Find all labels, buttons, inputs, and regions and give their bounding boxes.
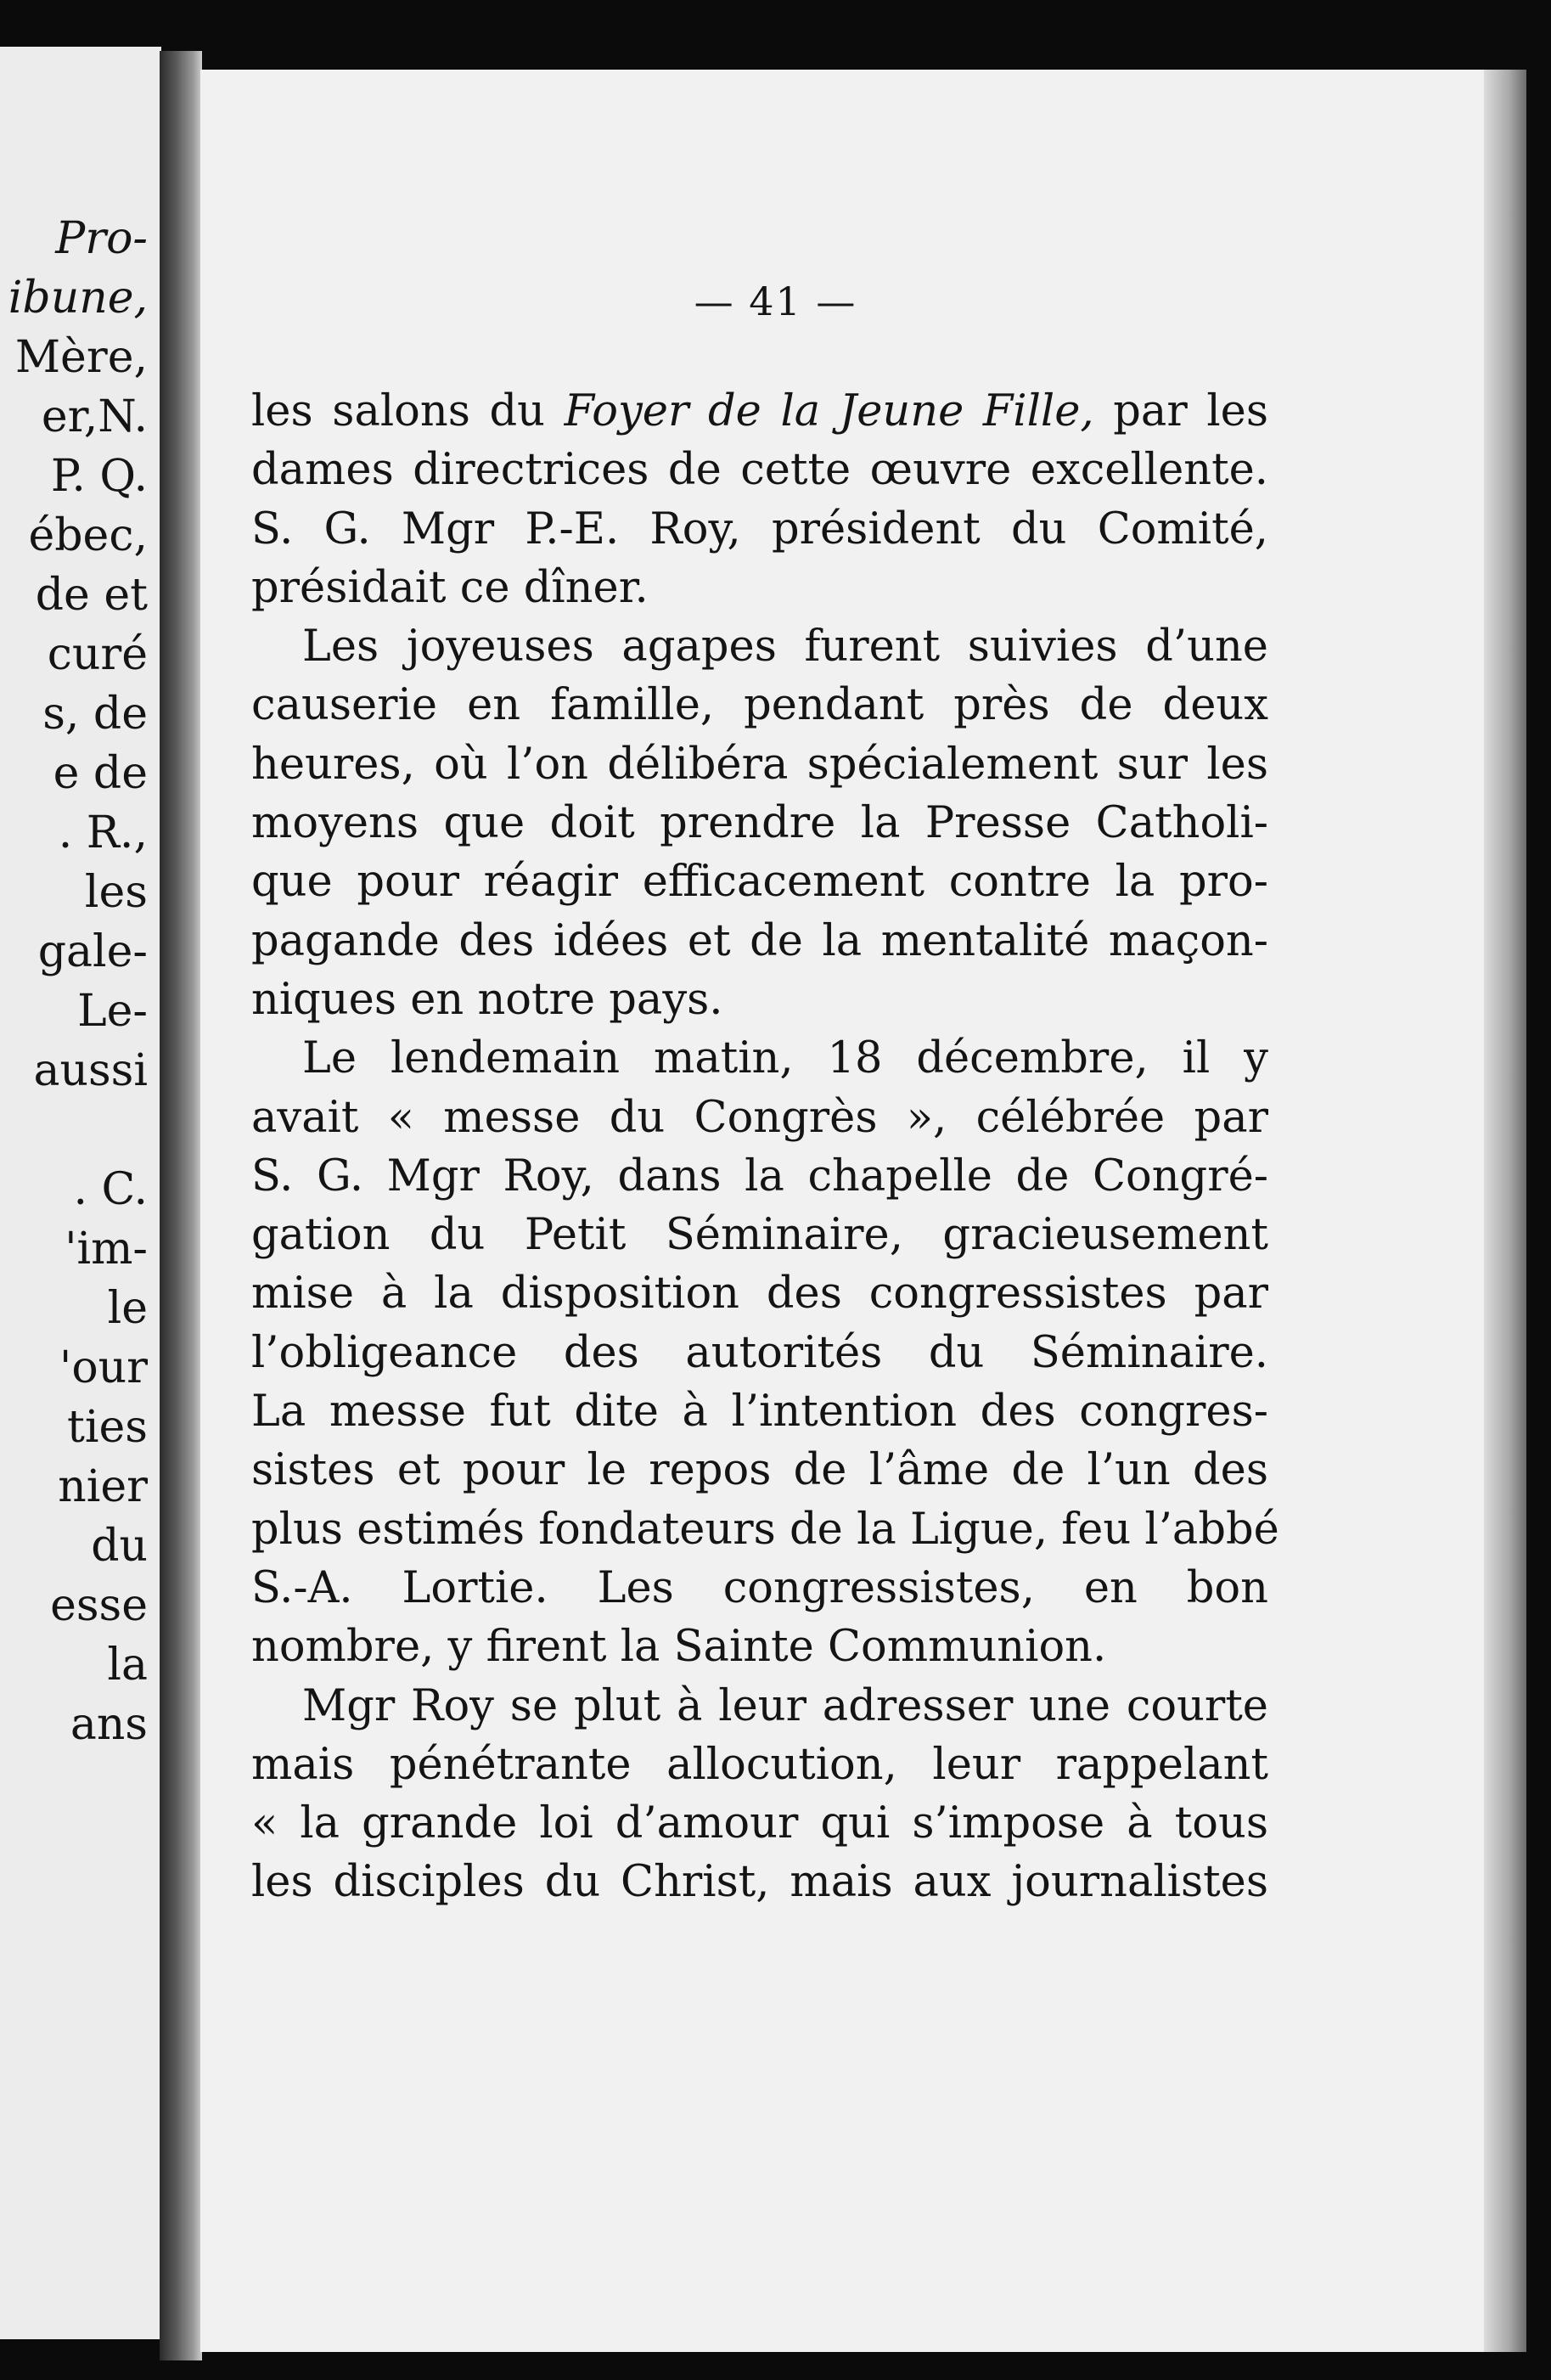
text-line: mais pénétrante allocution, leur rappelant	[251, 1739, 1268, 1790]
left-fragment-line: ibune,	[8, 273, 148, 324]
text-run: les salons du	[251, 386, 565, 436]
left-fragment-line: le	[107, 1283, 148, 1334]
text-line: présidait ce dîner.	[251, 562, 649, 613]
text-line: que pour réagir efficacement contre la pro-	[251, 857, 1268, 908]
text-line: gation du Petit Séminaire, gracieusement	[251, 1210, 1268, 1261]
text-run: par les	[1093, 386, 1269, 436]
text-line: S.-A. Lortie. Les congressistes, en bon	[251, 1562, 1268, 1613]
page-number: — 41 —	[694, 279, 857, 324]
text-line: nombre, y firent la Sainte Communion.	[251, 1622, 1107, 1673]
book-gutter	[160, 51, 202, 2360]
text-line: heures, où l’on délibéra spécialement sur les	[251, 739, 1268, 790]
left-fragment-line: e de	[53, 748, 148, 799]
text-line: avait « messe du Congrès », célébrée par	[251, 1092, 1268, 1143]
left-fragment-line: la	[107, 1640, 148, 1691]
left-fragment-line: Mère,	[14, 332, 148, 383]
left-fragment-line: de et	[35, 570, 148, 621]
text-line: sistes et pour le repos de l’âme de l’un des	[251, 1445, 1268, 1496]
left-fragment-line: Le-	[77, 986, 148, 1037]
text-line: dames directrices de cette œuvre excellente.	[251, 445, 1268, 496]
text-line: pagande des idées et de la mentalité maçon-	[251, 915, 1268, 966]
left-fragment-line: gale-	[37, 926, 148, 977]
body-text	[251, 382, 1279, 1912]
text-line: S. G. Mgr Roy, dans la chapelle de Congré-	[251, 1151, 1268, 1201]
left-fragment-line: 'our	[59, 1342, 148, 1393]
left-fragment-line: aussi	[33, 1045, 148, 1096]
italic-title: Foyer de la Jeune Fille,	[564, 386, 1094, 436]
text-line: La messe fut dite à l’intention des congres-	[251, 1387, 1268, 1438]
text-line: plus estimés fondateurs de la Ligue, feu l’abbé	[251, 1504, 1279, 1555]
text-line: moyens que doit prendre la Presse Catholi-	[251, 798, 1268, 849]
left-fragment-line: er,N.	[41, 391, 148, 442]
left-fragment-line: du	[91, 1521, 148, 1572]
left-fragment-line: ans	[70, 1699, 148, 1750]
left-page-fragment	[0, 47, 161, 2339]
left-fragment-line: . R.,	[58, 807, 148, 858]
left-fragment-line: les	[84, 867, 148, 918]
text-line: Mgr Roy se plut à leur adresser une courte	[302, 1680, 1268, 1731]
text-line: mise à la disposition des congressistes par	[251, 1269, 1268, 1319]
left-fragment-line: Pro-	[55, 213, 148, 264]
left-fragment-line: nier	[58, 1461, 148, 1512]
left-fragment-line: ties	[67, 1402, 148, 1453]
text-line: S. G. Mgr P.-E. Roy, président du Comité,	[251, 504, 1268, 554]
page-edge	[1484, 70, 1526, 2352]
text-line: Les joyeuses agapes furent suivies d’une	[302, 622, 1268, 672]
left-fragment-line: esse	[50, 1580, 148, 1631]
left-fragment-line: . C.	[73, 1164, 148, 1215]
text-line: l’obligeance des autorités du Séminaire.	[251, 1327, 1268, 1378]
text-line: les disciples du Christ, mais aux journalistes	[251, 1857, 1268, 1908]
left-fragment-line: s, de	[42, 689, 148, 740]
text-line: niques en notre pays.	[251, 974, 723, 1025]
left-fragment-line: curé	[47, 629, 148, 680]
left-fragment-line: 'im-	[65, 1224, 148, 1274]
text-line	[251, 382, 1268, 441]
left-fragment-line: P. Q.	[50, 451, 148, 502]
text-line: causerie en famille, pendant près de deux	[251, 680, 1268, 731]
text-line: « la grande loi d’amour qui s’impose à tous	[251, 1798, 1268, 1849]
left-fragment-line: ébec,	[28, 510, 148, 561]
text-line: Le lendemain matin, 18 décembre, il y	[302, 1033, 1268, 1084]
